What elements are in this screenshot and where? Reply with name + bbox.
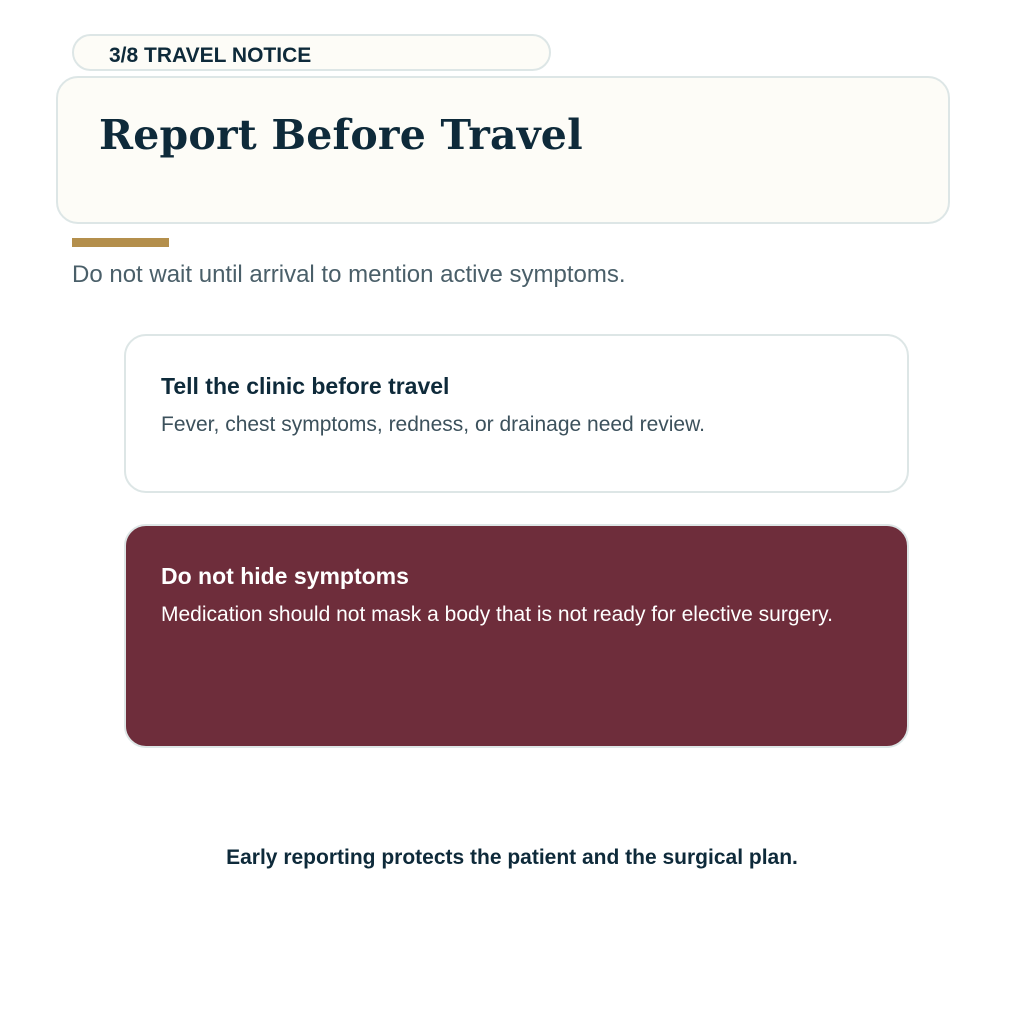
page-subtitle: Do not wait until arrival to mention active symptoms. <box>72 261 626 288</box>
info-card-tell-clinic <box>124 334 909 493</box>
info-card-body: Fever, chest symptoms, redness, or drainage need review. <box>161 413 705 436</box>
warning-card-body: Medication should not mask a body that is not ready for elective surgery. <box>161 603 833 626</box>
warning-card-hide-symptoms <box>124 524 909 748</box>
slide-counter-badge <box>72 34 551 71</box>
title-card <box>56 76 950 224</box>
page-title: Report Before Travel <box>99 111 583 159</box>
footer-note: Early reporting protects the patient and the surgical plan. <box>226 846 798 869</box>
slide-counter-label: 3/8 TRAVEL NOTICE <box>109 44 312 67</box>
accent-divider <box>72 238 169 247</box>
info-card-heading: Tell the clinic before travel <box>161 373 450 399</box>
warning-card-heading: Do not hide symptoms <box>161 563 409 589</box>
